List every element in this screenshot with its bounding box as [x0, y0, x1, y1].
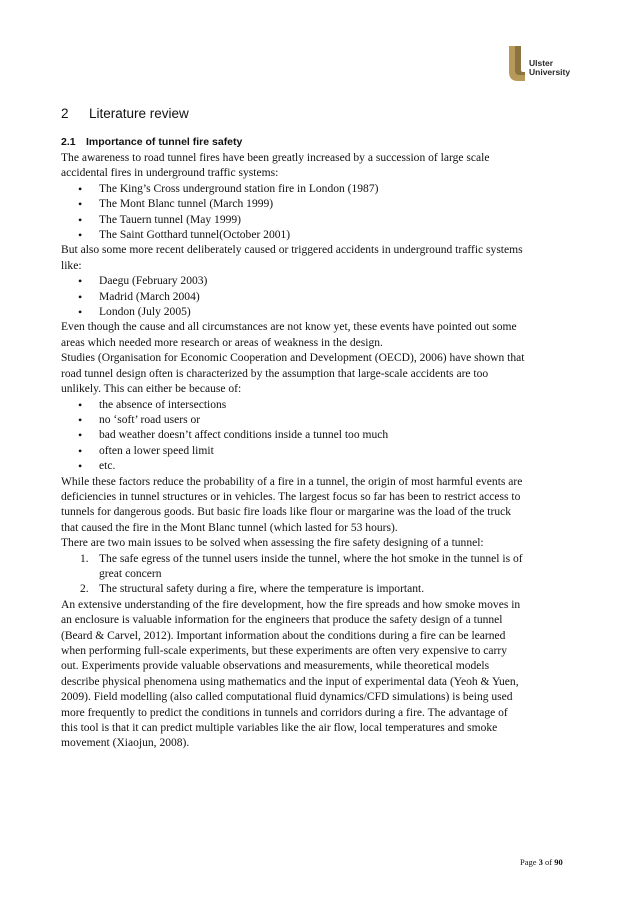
list-item: • Madrid (March 2004)	[61, 290, 581, 305]
text-line: deficiencies in tunnel structures or in vehicles. The largest focus so far has been to restrict access to	[61, 490, 521, 503]
text-line: accidental fires in underground traffic systems:	[61, 167, 279, 180]
item-text-line: The safe egress of the tunnel users inside the tunnel, where the hot smoke in the tunnel is of	[99, 552, 523, 565]
text-line: (Beard & Carvel, 2012). Important information about the conditions during a fire can be learned	[61, 629, 506, 642]
text-line: out. Experiments provide valuable observations and measurements, while theoretical models	[61, 660, 490, 673]
subsection-number: 2.1	[61, 136, 76, 148]
list-item: • The King’s Cross underground station fire in London (1987)	[61, 182, 581, 197]
item-text-line: The structural safety during a fire, where the temperature is important.	[99, 583, 425, 596]
text-line: There are two main issues to be solved when assessing the fire safety designing of a tunnel:	[61, 537, 484, 550]
list-item: • London (July 2005)	[61, 305, 581, 320]
text-line: While these factors reduce the probability of a fire in a tunnel, the origin of most harmful events are	[61, 475, 523, 488]
logo-line2: University	[529, 67, 571, 77]
text-line: tunnels for dangerous goods. But basic fire loads like flour or margarine was the load of the truck	[61, 506, 511, 519]
text-line: areas which needed more research or areas of weakness in the design.	[61, 336, 383, 349]
item-number: 1.	[80, 552, 89, 565]
item-number: 2.	[80, 583, 89, 596]
subsection-title: Importance of tunnel fire safety	[86, 136, 243, 148]
list-item: • The Tauern tunnel (May 1999)	[61, 213, 581, 228]
section-heading	[61, 106, 189, 121]
list-item: • no ‘soft’ road users or	[61, 413, 581, 428]
list-item: • often a lower speed limit	[61, 444, 581, 459]
list-item: • the absence of intersections	[61, 398, 581, 413]
text-line: that caused the fire in the Mont Blanc tunnel (which lasted for 53 hours).	[61, 521, 398, 534]
list-item: • The Mont Blanc tunnel (March 1999)	[61, 197, 581, 212]
text-line: this tool is that it can predict multiple variables like the air flow, local temperatures and smoke	[61, 722, 498, 735]
list-item: • Daegu (February 2003)	[61, 274, 581, 289]
current-page: 3	[538, 857, 543, 867]
footer-prefix: Page	[520, 857, 539, 867]
main-issues-list	[61, 552, 581, 598]
text-line: describe physical phenomena using mathematics and the input of experimental data (Yeoh & Yuen,	[61, 675, 519, 688]
footer-of: of	[542, 857, 555, 867]
text-line: 2009). Field modelling (also called computational fluid dynamics/CFD simulations) is being used	[61, 691, 513, 704]
text-line: more frequently to predict the conditions in tunnels and corridors during a fire. The advantage of	[61, 706, 508, 719]
list-item: • The Saint Gotthard tunnel(October 2001)	[61, 228, 581, 243]
text-line: when performing full-scale experiments, but these experiments are often very expensive to carry	[61, 645, 507, 657]
text-line: But also some more recent deliberately caused or triggered accidents in underground traffic systems	[61, 244, 523, 257]
text-line: an enclosure is valuable information for the engineers that produce the safety design of a tunnel	[61, 614, 503, 627]
text-line: unlikely. This can either be because of:	[61, 383, 242, 396]
text-line: like:	[61, 259, 82, 272]
subsection-heading	[61, 136, 242, 148]
section-number: 2	[61, 106, 69, 121]
list-item: • bad weather doesn’t affect conditions inside a tunnel too much	[61, 428, 581, 443]
text-line: An extensive understanding of the fire development, how the fire spreads and how smoke moves in	[61, 598, 521, 611]
item-text-line: great concern	[99, 567, 162, 580]
ulster-university-logo	[506, 44, 586, 94]
logo-line1: Ulster	[529, 58, 554, 68]
section-title: Literature review	[89, 106, 189, 121]
list-item: • etc.	[61, 459, 581, 474]
total-pages: 90	[554, 857, 563, 867]
numbered-item	[61, 552, 581, 583]
text-line: road tunnel design often is characterized by the assumption that large-scale accidents are too	[61, 367, 489, 380]
text-line: movement (Xiaojun, 2008).	[61, 737, 190, 750]
text-line: Even though the cause and all circumstances are not know yet, these events have pointed out some	[61, 321, 517, 334]
body-text	[61, 151, 581, 752]
deliberate-incidents-list	[61, 274, 581, 320]
logo-wordmark	[529, 59, 570, 77]
fire-incidents-list	[61, 182, 581, 244]
assumption-reasons-list	[61, 398, 581, 475]
logo-mark-icon	[506, 44, 528, 84]
text-line: The awareness to road tunnel fires have been greatly increased by a succession of large scale	[61, 152, 490, 164]
text-line: Studies (Organisation for Economic Cooperation and Development (OECD), 2006) have shown that	[61, 352, 525, 365]
numbered-item	[61, 582, 581, 597]
page-footer	[520, 857, 563, 867]
